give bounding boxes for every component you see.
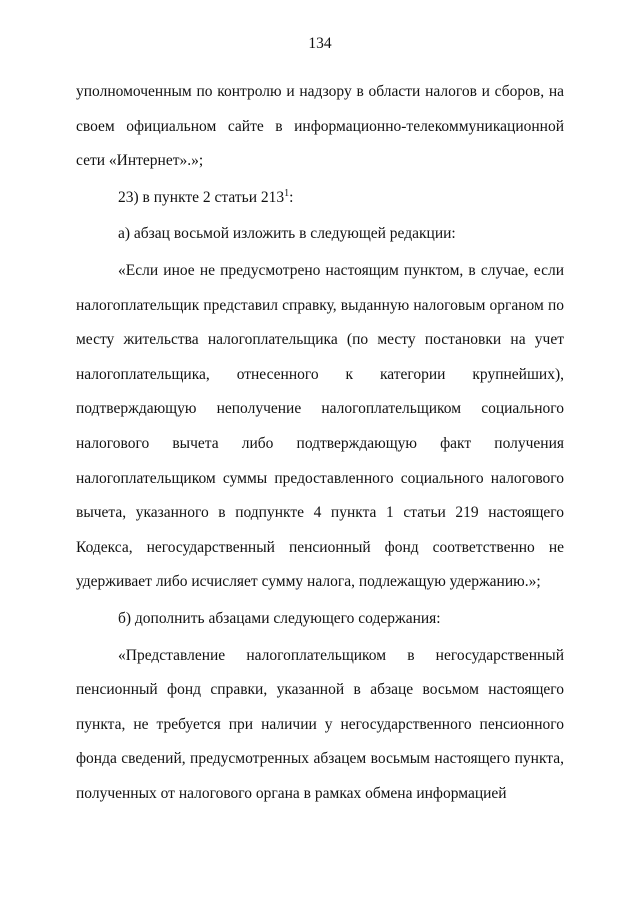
paragraph-item-23 <box>76 181 564 216</box>
paragraph-subitem-a: а) абзац восьмой изложить в следующей редакции: <box>118 225 456 243</box>
paragraph-item-23-colon: : <box>289 188 294 206</box>
page-number: 134 <box>308 35 332 52</box>
document-body <box>76 75 564 811</box>
paragraph-continuation: уполномоченным по контролю и надзору в области налогов и сборов, на своем официальном сайте в информационно-телекоммуникационной сети «Интернет».»; <box>76 83 564 170</box>
paragraph-quoted-text: «Если иное не предусмотрено настоящим пунктом, в случае, если налогоплательщик представил справку, выданную налоговым органом по месту жительства налогоплательщика (по месту постановки на учет налогоплательщика, отнесенного к категории крупнейших), подтверждающую неполучение налогоплательщиком социального налогового вычета либо подтверждающую факт получения налогоплательщиком суммы предоставленного социального налогового вычета, указанного в подпункте 4 пункта 1 статьи 219 настоящего Кодекса, негосударственный пенсионный фонд соответственно не удерживает либо исчисляет сумму налога, подлежащую удержанию.»; <box>76 261 564 591</box>
paragraph-subitem-b: б) дополнить абзацами следующего содержания: <box>118 609 441 627</box>
paragraph-item-23-text: 23) в пункте 2 статьи 213 <box>118 188 285 206</box>
paragraph-quoted-addition: «Представление налогоплательщиком в негосударственный пенсионный фонд справки, указанной в абзаце восьмом настоящего пункта, не требуется при наличии у негосударственного пенсионного фонда сведений, предусмотренных абзацем восьмым настоящего пункта, полученных от налогового органа в рамках обмена информацией <box>76 646 564 802</box>
article-superscript: 1 <box>284 187 290 199</box>
